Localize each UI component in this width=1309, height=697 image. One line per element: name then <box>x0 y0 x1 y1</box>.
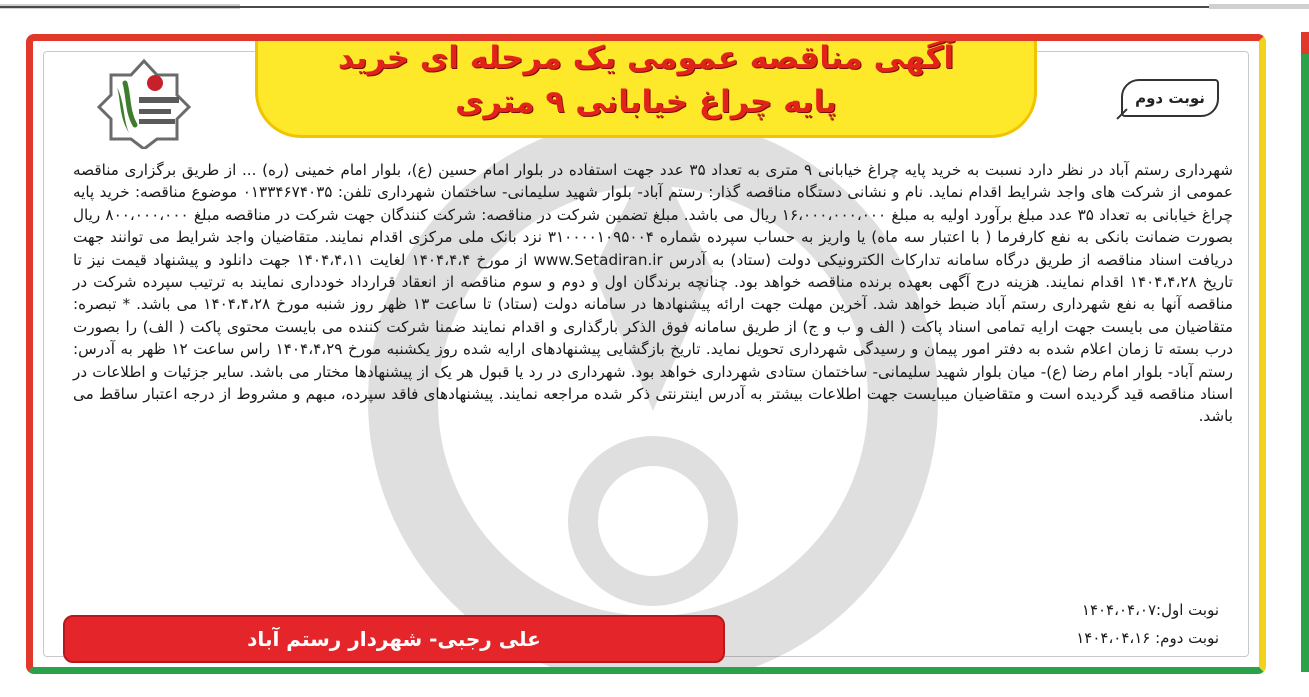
second-round-date: نوبت دوم: ۱۴۰۴،۰۴،۱۶ <box>1076 629 1219 647</box>
side-color-strip <box>1301 32 1309 672</box>
notice-frame <box>26 34 1266 674</box>
notice-body-text: شهرداری رستم آباد در نظر دارد نسبت به خرید پایه چراغ خیابانی ۹ متری به تعداد ۳۵ عدد جهت استفاده در بلوار امام حسین (ع)، بلوار امام خمینی (ره) ... از طریق برگزاری مناقصه عمومی از شرکت های واجد شرایط اقدام نماید. نام و نشانی دستگاه مناقصه گذار: رستم آباد- بلوار شهید سلیمانی- ساختمان شهرداری تلفن: ۰۱۳۳۴۶۷۴۰۳۵ موضوع مناقصه: خرید پایه چراغ خیابانی به تعداد ۳۵ عدد مبلغ برآورد اولیه به مبلغ ۱۶،۰۰۰،۰۰۰،۰۰۰ ریال می باشد. مبلغ تضمین شرکت در مناقصه: شرکت کنندگان جهت شرکت در مناقصه مبلغ ۸۰۰،۰۰۰،۰۰۰ ریال بصورت ضمانت بانکی به نفع کارفرما ( با اعتبار سه ماه) یا واریز به حساب سپرده شماره ۳۱۰۰۰۰۱۰۹۵۰۰۴ نزد بانک ملی مرکزی اقدام نمایند. متقاضیان واجد شرایط می توانند جهت دریافت اسناد مناقصه از طریق درگاه سامانه تدارکات الکترونیکی دولت (ستاد) به آدرس www.Setadiran.ir از مورخ ۱۴۰۴،۴،۴ لغایت ۱۴۰۴،۴،۱۱ جهت دانلود و پیشنهاد قیمت نیز تا تاریخ ۱۴۰۴،۴،۲۸ اقدام نمایند. هزینه درج آگهی بعهده برنده مناقصه خواهد بود. چنانچه برندگان اول و دوم و سوم مناقصه از انعقاد قرارداد خودداری نمایند به ترتیب سپرده شرکت در مناقصه آنها به نفع شهرداری رستم آباد ضبط خواهد شد. آخرین مهلت جهت ارائه پیشنهادها در سامانه دولت (ستاد) تا ساعت ۱۳ ظهر روز شنبه مورخ ۱۴۰۴،۴،۲۸ می باشد. * تبصره: متقاضیان می بایست جهت ارایه تمامی اسناد پاکت ( الف و ب و ج) از طریق سامانه فوق الذکر بارگذاری و اقدام نمایند ضمنا شرکت کننده می بایست محتوی پاکت ( الف) را بصورت درب بسته تا زمان اعلام شده به دفتر امور پیمان و رسیدگی شهرداری تحویل نماید. تاریخ بازگشایی پیشنهادهای ارایه شده روز یکشنبه مورخ ۱۴۰۴،۴،۲۹ راس ساعت ۱۲ ظهر به آدرس: رستم آباد- بلوار امام رضا (ع)- میان بلوار شهید سلیمانی- ساختمان ستادی شهرداری خواهد بود. شهرداری در رد یا قبول هر یک از پیشنهادها مختار می باشد. سایر جزئیات و اطلاعات در اسناد مناقصه قید گردیده است و متقاضیان میبایست جهت اطلاعات بیشتر به آدرس اینترنتی ذکر شده مراجعه نمایند. پیشنهادهای فاقد سپرده، مبهم و مشروط از درجه اعتبار ساقط می باشد. <box>73 161 1233 426</box>
top-rule <box>0 6 1309 8</box>
title-banner <box>255 34 1037 138</box>
title-line-2: پایه چراغ خیابانی ۹ متری <box>455 84 837 120</box>
first-round-date: نوبت اول:۱۴۰۴،۰۴،۰۷ <box>1081 601 1219 619</box>
title-line-1: آگهی مناقصه عمومی یک مرحله ای خرید <box>337 40 955 76</box>
municipality-emblem-icon <box>95 57 193 149</box>
round-badge: نوبت دوم <box>1121 79 1219 117</box>
mayor-signature-banner: علی رجبی- شهردار رستم آباد <box>63 615 725 663</box>
side-color-strip-red <box>1301 32 1309 54</box>
top-rule-right-segment <box>1209 4 1309 9</box>
